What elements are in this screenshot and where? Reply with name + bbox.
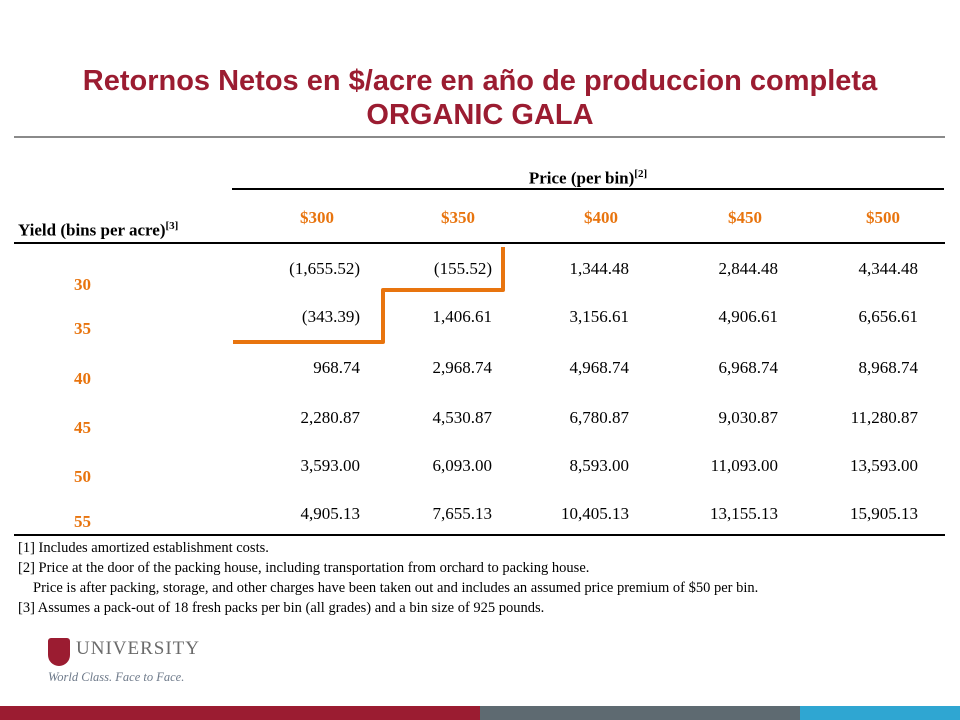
footnote-2: [2] Price at the door of the packing house, including transportation from orchard to packing house. <box>18 560 590 576</box>
logo-wordmark: UNIVERSITY <box>76 638 200 659</box>
value-cell: 2,844.48 <box>718 259 778 278</box>
yield-header-footnote: [3] <box>165 220 179 232</box>
value-cell: 15,905.13 <box>850 504 918 523</box>
value-cell: 1,406.61 <box>432 307 492 326</box>
value-cell: 13,593.00 <box>850 456 918 475</box>
value-cell: 9,030.87 <box>718 408 778 427</box>
value-cell: 2,280.87 <box>300 408 360 427</box>
footer-bar-crimson <box>0 706 480 720</box>
value-cell: (155.52) <box>433 259 492 278</box>
value-cell: 13,155.13 <box>710 504 778 523</box>
logo-tagline: World Class. Face to Face. <box>48 670 185 684</box>
value-cell: 4,344.48 <box>858 259 918 278</box>
footnotes <box>18 538 943 618</box>
price-header-label: Price (per bin) <box>528 168 635 188</box>
value-cell: 2,968.74 <box>432 358 492 377</box>
yield-header-label: Yield (bins per acre) <box>18 220 166 240</box>
university-logo <box>44 632 214 690</box>
price-column-500: $500 <box>866 208 900 227</box>
yield-header <box>18 220 178 241</box>
yield-cell: 35 <box>74 319 91 338</box>
value-cell: 4,905.13 <box>300 504 360 523</box>
value-cell: (1,655.52) <box>289 259 360 278</box>
value-cell: 8,593.00 <box>569 456 629 475</box>
value-cell: (343.39) <box>301 307 360 326</box>
value-cell: 4,906.61 <box>718 307 778 326</box>
header-divider <box>14 242 945 244</box>
footnote-3: [3] Assumes a pack-out of 18 fresh packs per bin (all grades) and a bin size of 925 pounds. <box>18 600 545 616</box>
value-cell: 6,093.00 <box>432 456 492 475</box>
title-divider <box>14 136 945 138</box>
value-cell: 6,968.74 <box>718 358 778 377</box>
yield-cell: 30 <box>74 275 91 294</box>
value-cell: 11,280.87 <box>850 408 918 427</box>
price-column-400: $400 <box>584 208 618 227</box>
title-line-2: ORGANIC GALA <box>366 99 594 131</box>
price-header-divider <box>232 188 944 190</box>
footnote-2-continued: Price is after packing, storage, and other charges have been taken out and includes an assumed price premium of $50 per bin. <box>33 580 759 596</box>
footer-bar-gray <box>480 706 800 720</box>
value-cell: 3,156.61 <box>569 307 629 326</box>
yield-cell: 55 <box>74 512 91 531</box>
price-column-300: $300 <box>300 208 334 227</box>
value-cell: 8,968.74 <box>858 358 918 377</box>
value-cell: 4,968.74 <box>569 358 629 377</box>
value-cell: 11,093.00 <box>710 456 778 475</box>
yield-cell: 50 <box>74 467 91 486</box>
yield-cell: 45 <box>74 418 91 437</box>
price-column-350: $350 <box>441 208 475 227</box>
price-column-450: $450 <box>728 208 762 227</box>
price-header <box>232 168 944 189</box>
footer-bar-blue <box>800 706 960 720</box>
value-cell: 7,655.13 <box>432 504 492 523</box>
title-line-1: Retornos Netos en $/acre en año de produccion completa <box>82 65 878 97</box>
table-bottom-divider <box>14 534 945 536</box>
value-cell: 968.74 <box>313 358 360 377</box>
footnote-1: [1] Includes amortized establishment costs. <box>18 540 269 556</box>
value-cell: 6,780.87 <box>569 408 629 427</box>
value-cell: 3,593.00 <box>300 456 360 475</box>
value-cell: 1,344.48 <box>569 259 629 278</box>
slide-title <box>0 64 960 132</box>
value-cell: 6,656.61 <box>858 307 918 326</box>
yield-cell: 40 <box>74 369 91 388</box>
value-cell: 4,530.87 <box>432 408 492 427</box>
shield-icon <box>48 638 70 666</box>
value-cell: 10,405.13 <box>561 504 629 523</box>
price-header-footnote: [2] <box>634 168 648 180</box>
